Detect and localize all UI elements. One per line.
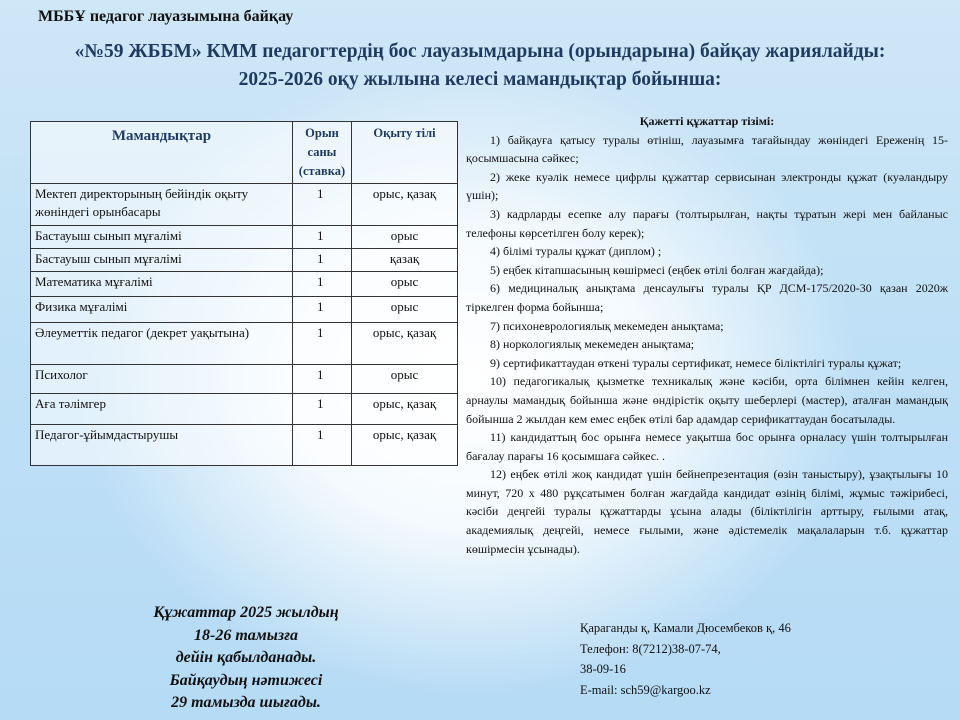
headline xyxy=(0,38,960,94)
cell-specialty: Әлеуметтік педагог (декрет уақытына) xyxy=(31,323,293,365)
document-item: 9) сертификаттаудан өткені туралы сертификат, немесе біліктілігі туралы құжат; xyxy=(490,355,902,370)
cell-positions: 1 xyxy=(293,323,352,365)
contact-email: E-mail: sch59@kargoo.kz xyxy=(580,682,711,697)
contact-address: Қараганды қ, Камали Дюсембеков қ, 46 xyxy=(580,621,791,635)
cell-language: орыс, қазақ xyxy=(352,424,458,465)
document-item: 5) еңбек кітапшасының көшірмесі (еңбек өтілі болған жағдайда); xyxy=(490,262,824,277)
cell-language: орыс, қазақ xyxy=(352,323,458,365)
deadline-line: Құжаттар 2025 жылдың xyxy=(153,604,339,621)
deadline-line: Байқаудың нәтижесі xyxy=(169,671,323,689)
document-item: 2) жеке куәлік немесе цифрлы құжаттар сервисынан электронды құжат (куәландыру үшін); xyxy=(466,169,948,203)
deadline-line: дейін қабылданады. xyxy=(175,649,317,666)
table-row xyxy=(31,393,458,424)
document-item: 7) психоневрологиялық мекемеден анықтама; xyxy=(490,318,724,333)
deadline-line: 18-26 тамызға xyxy=(194,626,298,644)
table-row xyxy=(31,323,458,365)
document-item: 8) норкологиялық мекемеден анықтама; xyxy=(490,337,695,352)
documents-title: Қажетті құжаттар тізімі: xyxy=(639,114,775,128)
required-documents xyxy=(466,112,948,558)
cell-specialty: Педагог-ұйымдастырушы xyxy=(31,424,293,465)
contact-info xyxy=(580,618,791,700)
cell-positions: 1 xyxy=(293,248,352,271)
cell-language: орыс xyxy=(352,271,458,297)
table-header-row xyxy=(31,122,458,184)
cell-specialty: Бастауыш сынып мұғалімі xyxy=(31,226,293,249)
contact-phone-2: 38-09-16 xyxy=(580,662,626,676)
cell-language: орыс, қазақ xyxy=(352,184,458,226)
table-row xyxy=(31,297,458,323)
table-row xyxy=(31,226,458,249)
specialties-table xyxy=(30,121,458,466)
cell-positions: 1 xyxy=(293,393,352,424)
document-item: 11) кандидаттың бос орынға немесе уақытша бос орынға орналасу үшін толтырылған бағалау парағы 16 қосымшаға сәйкес. . xyxy=(466,430,948,463)
cell-specialty: Математика мұғалімі xyxy=(31,271,293,297)
cell-positions: 1 xyxy=(293,424,352,465)
cell-language: орыс xyxy=(352,226,458,249)
document-item: 6) медициналық анықтама денсаулығы туралы ҚР ДСМ-175/2020-30 қазан 2020ж тіркелген форма бойынша; xyxy=(466,281,948,314)
cell-specialty: Бастауыш сынып мұғалімі xyxy=(31,248,293,271)
cell-language: қазақ xyxy=(352,248,458,271)
header-positions: Орын саны (ставка) xyxy=(293,122,352,184)
table-row xyxy=(31,365,458,393)
header-specialty: Мамандықтар xyxy=(31,122,293,184)
table-row xyxy=(31,184,458,226)
deadline-notice xyxy=(118,602,374,715)
document-item: 4) білімі туралы құжат (диплом) ; xyxy=(490,244,662,259)
top-label: МББҰ педагог лауазымына байқау xyxy=(38,8,294,25)
table-row xyxy=(31,271,458,297)
cell-language: орыс xyxy=(352,297,458,323)
table-row xyxy=(31,424,458,465)
cell-specialty: Мектеп директорының бейіндік оқыту жөніндегі орынбасары xyxy=(31,184,293,226)
document-item: 1) байқауға қатысу туралы өтініш, лауазымға тағайындау жөніндегі Ереженің 15-қосымшасына сәйкес; xyxy=(466,132,948,166)
cell-specialty: Аға тәлімгер xyxy=(31,393,293,424)
cell-positions: 1 xyxy=(293,184,352,226)
cell-positions: 1 xyxy=(293,226,352,249)
cell-specialty: Физика мұғалімі xyxy=(31,297,293,323)
headline-line-2: 2025-2026 оқу жылына келесі мамандықтар бойынша: xyxy=(238,69,722,90)
table-row xyxy=(31,248,458,271)
document-item: 12) еңбек өтілі жоқ кандидат үшін бейнепрезентация (өзін таныстыру), ұзақтылығы 10 минут, 720 х 480 рұқсатымен болған жағдайда кандидат өзінің білімі, жұмыс тәжірибесі, кәсіби деңгейі туралы құжаттарды ұсына алады (біліктілігін арттыру, ғылыми атақ, академиялық деңгейі, немесе ғылыми, және әдістемелік мақалаларын т.б. құжаттар көшірмесін ұсынады). xyxy=(466,467,948,556)
document-item: 3) кадрларды есепке алу парағы (толтырылған, нақты тұратын жері мен байланыс телефоны көрсетілген болу керек); xyxy=(466,206,948,240)
headline-line-1: «№59 ЖББМ» КММ педагогтердің бос лауазымдарына (орындарына) байқау жариялайды: xyxy=(74,41,886,62)
contact-phone: Телефон: 8(7212)38-07-74, xyxy=(580,641,721,656)
cell-language: орыс, қазақ xyxy=(352,393,458,424)
cell-positions: 1 xyxy=(293,365,352,393)
deadline-line: 29 тамызда шығады. xyxy=(171,694,321,711)
cell-positions: 1 xyxy=(293,297,352,323)
cell-language: орыс xyxy=(352,365,458,393)
document-item: 10) педагогикалық қызметке техникалық және кәсіби, орта білімнен кейін келген, арнаулы мамандық бойынша және өндірістік оқыту шеберлері (мастер), аталған мамандық бойынша 2 жылдан кем емес еңбек өтілі бар адамдар серификаттаудан босатылады. xyxy=(466,374,948,426)
cell-specialty: Психолог xyxy=(31,365,293,393)
header-language: Оқыту тілі xyxy=(352,122,458,184)
cell-positions: 1 xyxy=(293,271,352,297)
